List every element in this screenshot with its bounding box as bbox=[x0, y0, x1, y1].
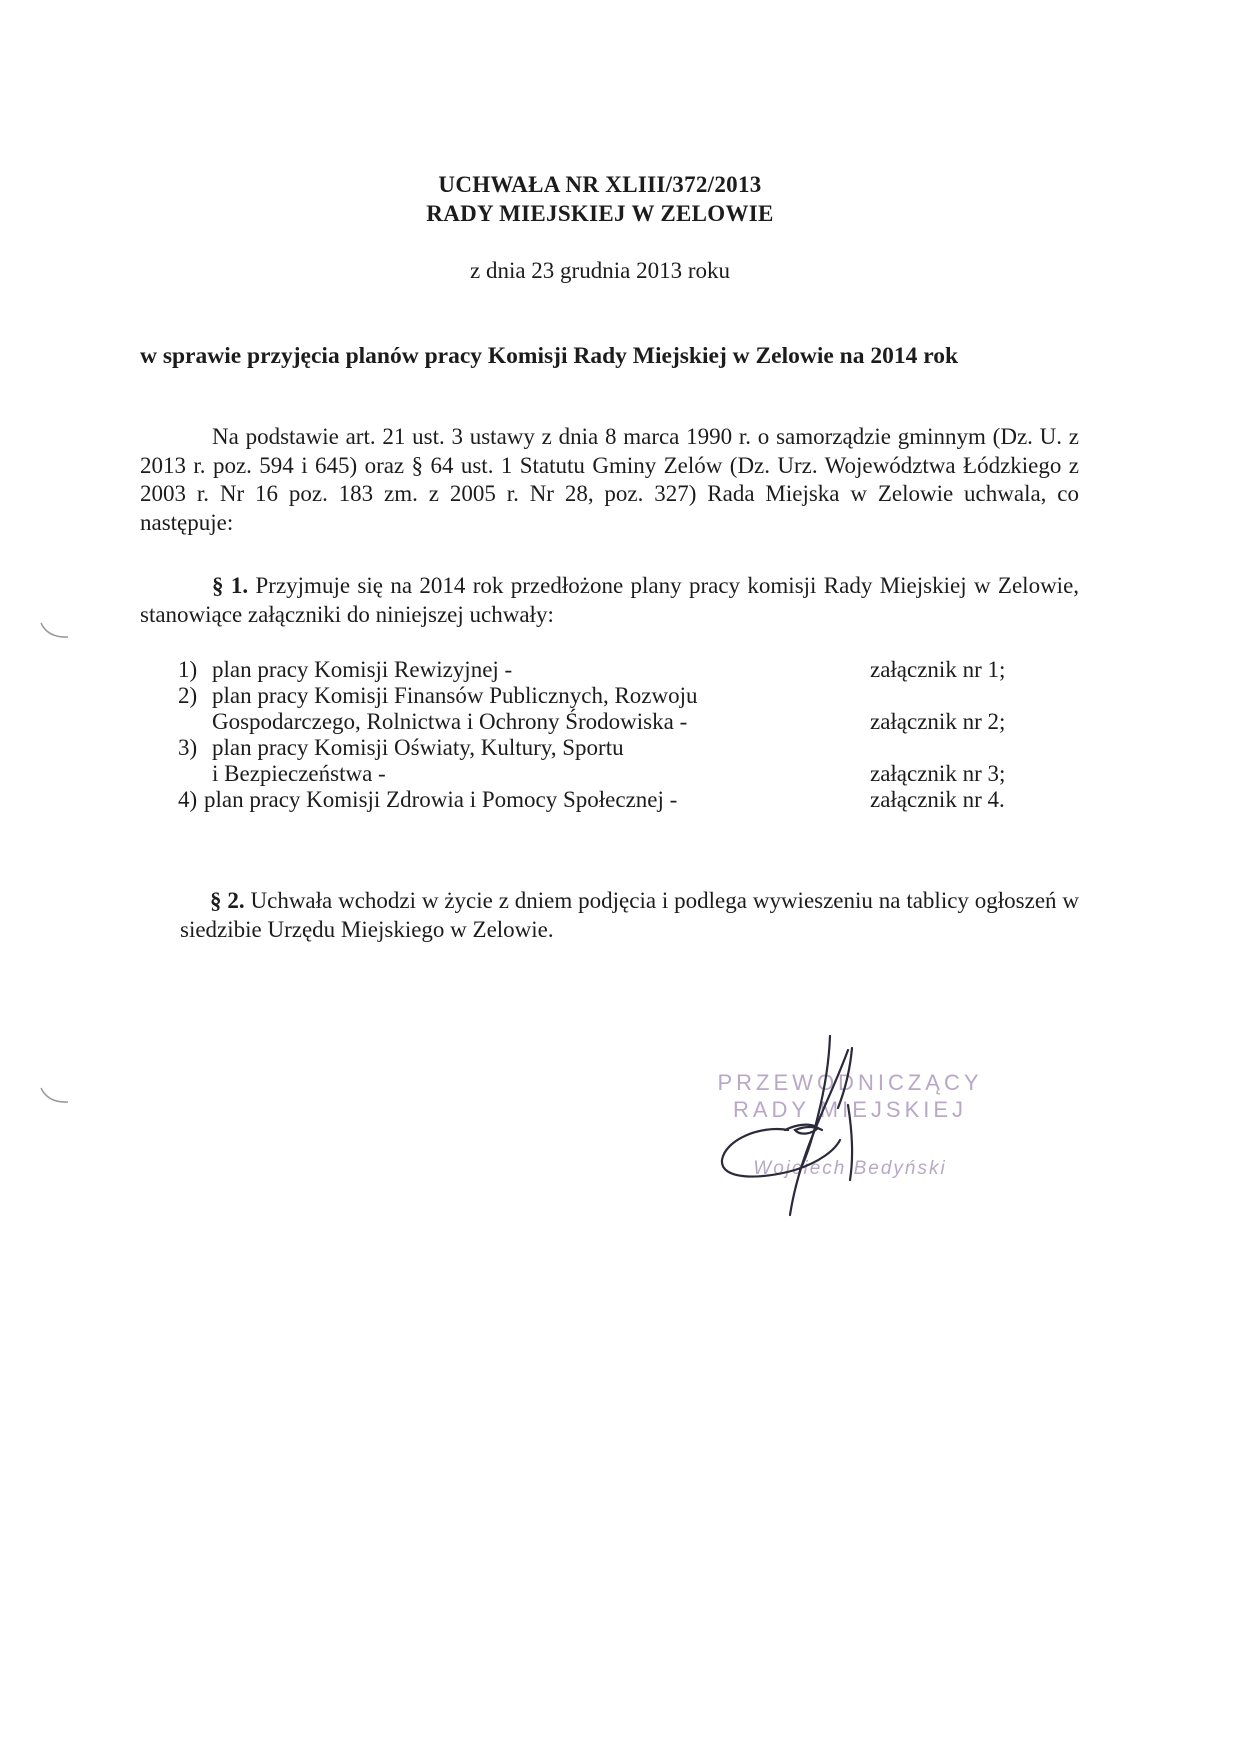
resolution-subject: w sprawie przyjęcia planów pracy Komisji Rady Miejskiej w Zelowie na 2014 rok bbox=[140, 343, 959, 369]
resolution-number: UCHWAŁA NR XLIII/372/2013 bbox=[438, 172, 762, 197]
section-1-text: Przyjmuje się na 2014 rok przedłożone plany pracy komisji Rady Miejskiej w Zelowie, stanowiące załączniki do niniejszej uchwały: bbox=[140, 573, 1080, 627]
list-item bbox=[170, 683, 1070, 712]
punch-hole-mark bbox=[38, 1085, 72, 1107]
punch-hole-mark bbox=[38, 620, 72, 642]
list-item-text: Gospodarczego, Rolnictwa i Ochrony Środowiska - bbox=[212, 709, 688, 734]
stamp-name: Wojciech Bedyński bbox=[753, 1158, 947, 1179]
stamp-title: PRZEWODNICZĄCY bbox=[717, 1070, 983, 1095]
section-1-marker: § 1. bbox=[212, 573, 249, 598]
list-item bbox=[170, 787, 1070, 816]
list-item-number: 4) bbox=[178, 787, 198, 812]
section-2-marker: § 2. bbox=[210, 888, 245, 913]
list-item-attachment: załącznik nr 2; bbox=[870, 709, 1006, 734]
section-2 bbox=[180, 887, 1079, 944]
handwritten-signature bbox=[700, 1030, 1000, 1230]
list-item-continuation bbox=[170, 761, 1070, 790]
legal-basis-paragraph bbox=[140, 423, 1079, 537]
list-item-number: 2) bbox=[178, 683, 198, 708]
legal-basis-text: Na podstawie art. 21 ust. 3 ustawy z dnia 8 marca 1990 r. o samorządzie gminnym (Dz. U. z 2013 r. poz. 594 i 645) oraz § 64 ust. 1 Statutu Gminy Zelów (Dz. Urz. Województwa Łódzkiego z 2003 r. Nr 16 poz. 183 zm. z 2005 r. Nr 28, poz. 327) Rada Miejska w Zelowie uchwala, co następuje: bbox=[140, 424, 1079, 535]
list-item-continuation bbox=[170, 709, 1070, 738]
list-item-number: 3) bbox=[178, 735, 198, 760]
list-item-attachment: załącznik nr 3; bbox=[870, 761, 1006, 786]
resolution-date: z dnia 23 grudnia 2013 roku bbox=[470, 258, 730, 283]
list-item-text: plan pracy Komisji Oświaty, Kultury, Sportu bbox=[212, 735, 624, 760]
list-item-number: 1) bbox=[178, 657, 198, 682]
council-name: RADY MIEJSKIEJ W ZELOWIE bbox=[426, 201, 774, 226]
list-item-text: plan pracy Komisji Rewizyjnej - bbox=[212, 657, 513, 682]
list-item bbox=[170, 735, 1070, 764]
list-item-attachment: załącznik nr 1; bbox=[870, 657, 1006, 682]
section-1 bbox=[140, 572, 1079, 629]
list-item-text: plan pracy Komisji Finansów Publicznych, Rozwoju bbox=[212, 683, 698, 708]
list-item-text: i Bezpieczeństwa - bbox=[212, 761, 386, 786]
section-2-text: Uchwała wchodzi w życie z dniem podjęcia i podlega wywieszeniu na tablicy ogłoszeń w siedzibie Urzędu Miejskiego w Zelowie. bbox=[180, 888, 1080, 942]
list-item bbox=[170, 657, 1070, 686]
list-item-text: plan pracy Komisji Zdrowia i Pomocy Społecznej - bbox=[204, 787, 678, 812]
stamp-council: RADY MIEJSKIEJ bbox=[732, 1097, 968, 1122]
list-item-attachment: załącznik nr 4. bbox=[870, 787, 1005, 812]
